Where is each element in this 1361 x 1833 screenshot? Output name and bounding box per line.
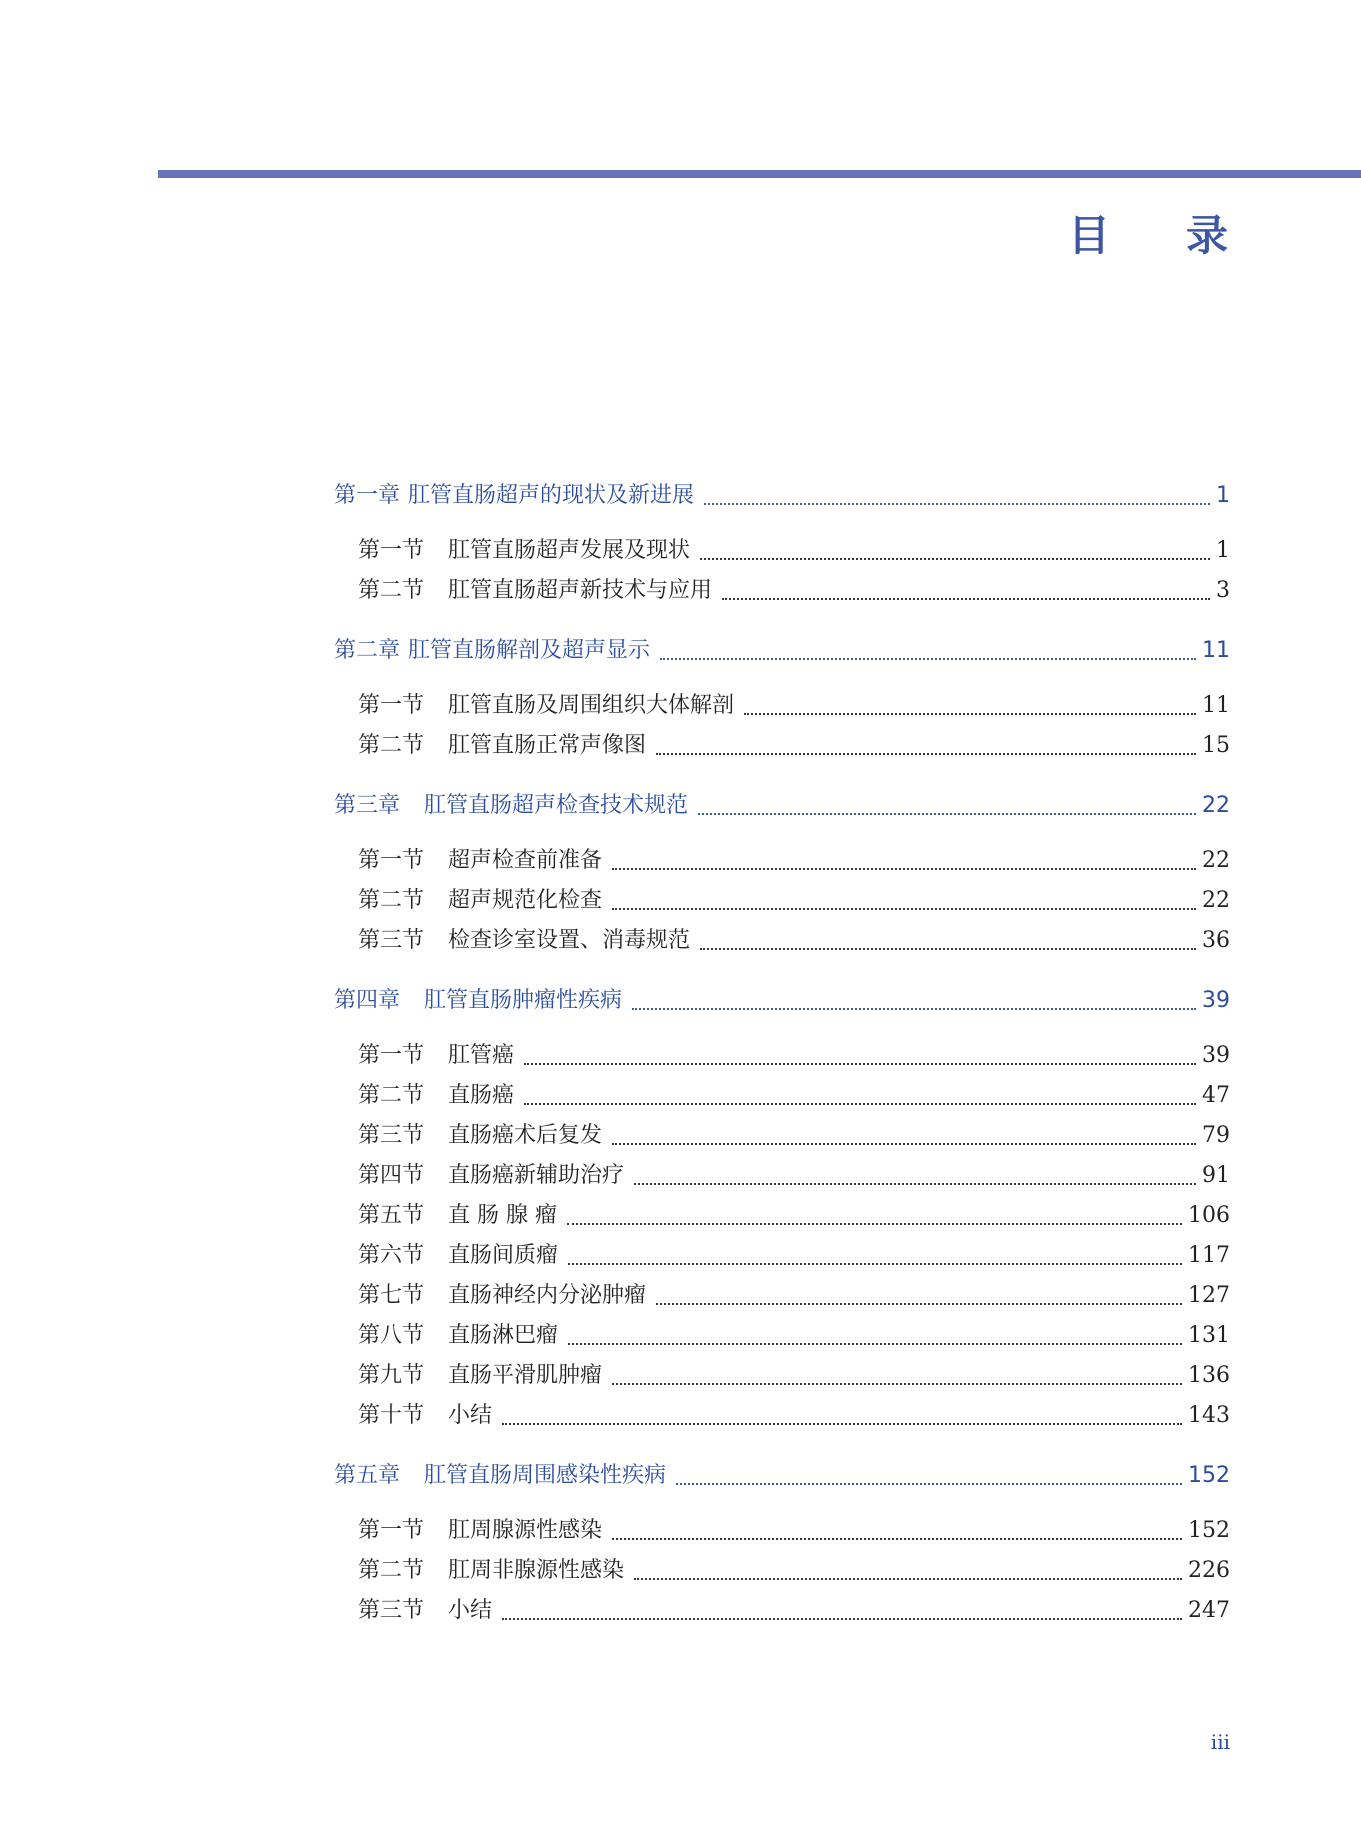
dot-leader (502, 1618, 1182, 1620)
section-title: 肛管直肠超声发展及现状 (448, 538, 691, 563)
section-page: 22 (1202, 848, 1230, 873)
chapter-number: 第三章 (334, 793, 401, 818)
section-page: 117 (1188, 1243, 1230, 1268)
dot-leader (704, 503, 1210, 505)
toc-chapter-3[interactable] (334, 786, 1230, 826)
section-number: 第一节 (358, 848, 425, 873)
toc-section[interactable] (334, 881, 1230, 921)
section-number: 第五节 (358, 1203, 425, 1228)
toc-section[interactable] (334, 1236, 1230, 1276)
chapter-number: 第四章 (334, 988, 401, 1013)
chapter-number: 第五章 (334, 1463, 401, 1488)
chapter-title: 肛管直肠超声的现状及新进展 (408, 483, 695, 508)
dot-leader (612, 1383, 1182, 1385)
section-title: 直肠癌术后复发 (448, 1123, 603, 1148)
title-char-2: 录 (1186, 211, 1229, 260)
toc-section[interactable] (334, 686, 1230, 726)
section-number: 第三节 (358, 928, 425, 953)
dot-leader (612, 1143, 1196, 1145)
dot-leader (744, 713, 1196, 715)
dot-leader (568, 1263, 1182, 1265)
toc-section[interactable] (334, 571, 1230, 611)
section-page: 39 (1202, 1043, 1230, 1068)
dot-leader (524, 1103, 1196, 1105)
toc-section[interactable] (334, 1551, 1230, 1591)
section-number: 第九节 (358, 1363, 425, 1388)
toc-section[interactable] (334, 1116, 1230, 1156)
chapter-page: 11 (1202, 638, 1230, 663)
dot-leader (676, 1483, 1182, 1485)
section-page: 11 (1202, 693, 1230, 718)
chapter-title: 肛管直肠解剖及超声显示 (408, 638, 651, 663)
chapter-title: 肛管直肠超声检查技术规范 (424, 793, 689, 818)
section-number: 第二节 (358, 578, 425, 603)
section-title: 小结 (448, 1598, 493, 1623)
section-title: 直肠淋巴瘤 (448, 1323, 559, 1348)
dot-leader (700, 558, 1210, 560)
section-title: 检查诊室设置、消毒规范 (448, 928, 691, 953)
toc-chapter-1[interactable] (334, 476, 1230, 516)
section-page: 79 (1202, 1123, 1230, 1148)
page-title (1068, 206, 1228, 266)
section-title: 直肠癌 (448, 1083, 515, 1108)
dot-leader (612, 868, 1196, 870)
section-page: 3 (1216, 578, 1230, 603)
dot-leader (632, 1008, 1196, 1010)
section-title: 肛周腺源性感染 (448, 1518, 603, 1543)
section-title: 直 肠 腺 瘤 (448, 1203, 557, 1228)
table-of-contents (334, 476, 1230, 1631)
dot-leader (524, 1063, 1196, 1065)
section-number: 第一节 (358, 1518, 425, 1543)
toc-section[interactable] (334, 1276, 1230, 1316)
section-page: 1 (1216, 538, 1230, 563)
section-page: 131 (1188, 1323, 1230, 1348)
page-number: iii (1210, 1730, 1230, 1754)
section-number: 第八节 (358, 1323, 425, 1348)
section-page: 247 (1188, 1598, 1230, 1623)
dot-leader (502, 1423, 1182, 1425)
dot-leader (722, 598, 1210, 600)
section-title: 肛管直肠正常声像图 (448, 733, 647, 758)
section-title: 肛周非腺源性感染 (448, 1558, 625, 1583)
dot-leader (656, 753, 1196, 755)
dot-leader (700, 948, 1196, 950)
section-page: 15 (1202, 733, 1230, 758)
section-title: 直肠间质瘤 (448, 1243, 559, 1268)
section-title: 肛管癌 (448, 1043, 515, 1068)
section-page: 143 (1188, 1403, 1230, 1428)
section-number: 第四节 (358, 1163, 425, 1188)
toc-section[interactable] (334, 1196, 1230, 1236)
section-title: 超声规范化检查 (448, 888, 603, 913)
chapter-page: 152 (1188, 1463, 1230, 1488)
section-page: 22 (1202, 888, 1230, 913)
section-title: 直肠平滑肌肿瘤 (448, 1363, 603, 1388)
dot-leader (634, 1578, 1182, 1580)
section-number: 第七节 (358, 1283, 425, 1308)
toc-chapter-5[interactable] (334, 1456, 1230, 1496)
section-number: 第一节 (358, 1043, 425, 1068)
section-title: 肛管直肠及周围组织大体解剖 (448, 693, 735, 718)
header-rule (158, 170, 1361, 178)
section-page: 127 (1188, 1283, 1230, 1308)
toc-section[interactable] (334, 1511, 1230, 1551)
section-page: 136 (1188, 1363, 1230, 1388)
section-number: 第二节 (358, 1083, 425, 1108)
section-page: 47 (1202, 1083, 1230, 1108)
toc-section[interactable] (334, 1356, 1230, 1396)
dot-leader (634, 1183, 1196, 1185)
section-number: 第一节 (358, 538, 425, 563)
dot-leader (656, 1303, 1182, 1305)
section-title: 直肠神经内分泌肿瘤 (448, 1283, 647, 1308)
chapter-number: 第一章 (334, 483, 401, 508)
section-page: 91 (1202, 1163, 1230, 1188)
section-page: 106 (1188, 1203, 1230, 1228)
section-page: 226 (1188, 1558, 1230, 1583)
chapter-page: 22 (1202, 793, 1230, 818)
section-title: 超声检查前准备 (448, 848, 603, 873)
toc-chapter-2[interactable] (334, 631, 1230, 671)
section-page: 152 (1188, 1518, 1230, 1543)
toc-section[interactable] (334, 531, 1230, 571)
section-number: 第一节 (358, 693, 425, 718)
section-number: 第三节 (358, 1598, 425, 1623)
section-title: 直肠癌新辅助治疗 (448, 1163, 625, 1188)
section-number: 第十节 (358, 1403, 425, 1428)
chapter-page: 1 (1216, 483, 1230, 508)
section-number: 第二节 (358, 733, 425, 758)
toc-section[interactable] (334, 1396, 1230, 1436)
chapter-title: 肛管直肠周围感染性疾病 (424, 1463, 667, 1488)
toc-section[interactable] (334, 1156, 1230, 1196)
toc-section[interactable] (334, 1316, 1230, 1356)
section-page: 36 (1202, 928, 1230, 953)
toc-section[interactable] (334, 726, 1230, 766)
section-number: 第二节 (358, 888, 425, 913)
toc-section[interactable] (334, 921, 1230, 961)
toc-section[interactable] (334, 1591, 1230, 1631)
dot-leader (698, 813, 1196, 815)
title-char-1: 目 (1068, 211, 1111, 260)
dot-leader (612, 1538, 1182, 1540)
section-title: 小结 (448, 1403, 493, 1428)
section-number: 第二节 (358, 1558, 425, 1583)
dot-leader (660, 658, 1196, 660)
section-title: 肛管直肠超声新技术与应用 (448, 578, 713, 603)
toc-section[interactable] (334, 1036, 1230, 1076)
toc-section[interactable] (334, 841, 1230, 881)
chapter-page: 39 (1202, 988, 1230, 1013)
section-number: 第三节 (358, 1123, 425, 1148)
dot-leader (568, 1343, 1182, 1345)
chapter-title: 肛管直肠肿瘤性疾病 (424, 988, 623, 1013)
toc-chapter-4[interactable] (334, 981, 1230, 1021)
dot-leader (612, 908, 1196, 910)
dot-leader (567, 1223, 1182, 1225)
section-number: 第六节 (358, 1243, 425, 1268)
chapter-number: 第二章 (334, 638, 401, 663)
toc-section[interactable] (334, 1076, 1230, 1116)
